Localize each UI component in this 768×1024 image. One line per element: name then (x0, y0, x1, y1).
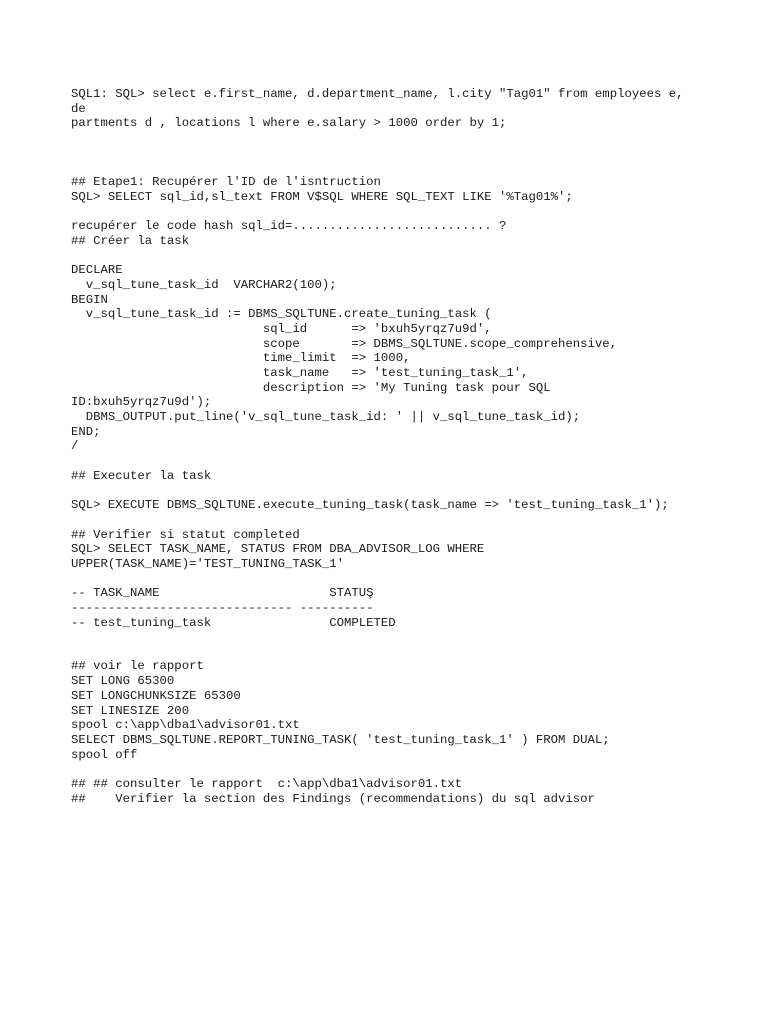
verify-status-heading: ## Verifier si statut completed (71, 528, 300, 542)
set-linesize-line: SET LINESIZE 200 (71, 704, 190, 718)
step1-heading: ## Etape1: Recupérer l'ID de l'isntruction (71, 175, 381, 189)
sql1-query-wrap-line: de (71, 102, 86, 116)
param-task-name-line: task_name => 'test_tuning_task_1', (71, 366, 529, 380)
select-status-line: SQL> SELECT TASK_NAME, STATUS FROM DBA_ADVISOR_LOG WHERE (71, 542, 485, 556)
report-select-line: SELECT DBMS_SQLTUNE.REPORT_TUNING_TASK( 'test_tuning_task_1' ) FROM DUAL; (71, 733, 610, 747)
report-heading: ## voir le rapport (71, 659, 204, 673)
result-row-line: -- test_tuning_task COMPLETED (71, 616, 396, 630)
spool-off-line: spool off (71, 748, 138, 762)
select-sql-id-line: SQL> SELECT sql_id,sl_text FROM V$SQL WHERE SQL_TEXT LIKE '%Tag01%'; (71, 190, 573, 204)
result-header-line: -- TASK_NAME STATUŞ (71, 586, 374, 600)
spool-on-line: spool c:\app\dba1\advisor01.txt (71, 718, 300, 732)
sql1-query-line: SQL1: SQL> select e.first_name, d.department_name, l.city "Tag01" from employees e, (71, 87, 684, 101)
description-end-line: ID:bxuh5yrqz7u9d'); (71, 395, 212, 409)
consult-report-line: ## ## consulter le rapport c:\app\dba1\advisor01.txt (71, 777, 463, 791)
begin-line: BEGIN (71, 293, 108, 307)
param-time-limit-line: time_limit => 1000, (71, 351, 411, 365)
result-separator-line: ------------------------------ ---------- (71, 601, 374, 615)
create-task-call-line: v_sql_tune_task_id := DBMS_SQLTUNE.create_tuning_task ( (71, 307, 492, 321)
hash-code-line: recupérer le code hash sql_id=........................... ? (71, 219, 507, 233)
end-line: END; (71, 425, 101, 439)
variable-decl-line: v_sql_tune_task_id VARCHAR2(100); (71, 278, 337, 292)
set-long-line: SET LONG 65300 (71, 674, 175, 688)
param-sql-id-line: sql_id => 'bxuh5yrqz7u9d', (71, 322, 492, 336)
execute-task-line: SQL> EXECUTE DBMS_SQLTUNE.execute_tuning_task(task_name => 'test_tuning_task_1'); (71, 498, 669, 512)
verify-findings-line: ## Verifier la section des Findings (recommendations) du sql advisor (71, 792, 595, 806)
param-description-line: description => 'My Tuning task pour SQL (71, 381, 551, 395)
sql1-query-end-line: partments d , locations l where e.salary > 1000 order by 1; (71, 116, 507, 130)
execute-task-heading: ## Executer la task (71, 469, 212, 483)
set-longchunksize-line: SET LONGCHUNKSIZE 65300 (71, 689, 241, 703)
put-line-call-line: DBMS_OUTPUT.put_line('v_sql_tune_task_id: ' || v_sql_tune_task_id); (71, 410, 581, 424)
param-scope-line: scope => DBMS_SQLTUNE.scope_comprehensive, (71, 337, 618, 351)
slash-line: / (71, 439, 79, 453)
select-status-end-line: UPPER(TASK_NAME)='TEST_TUNING_TASK_1' (71, 557, 345, 571)
create-task-heading: ## Créer la task (71, 234, 190, 248)
declare-line: DECLARE (71, 263, 123, 277)
